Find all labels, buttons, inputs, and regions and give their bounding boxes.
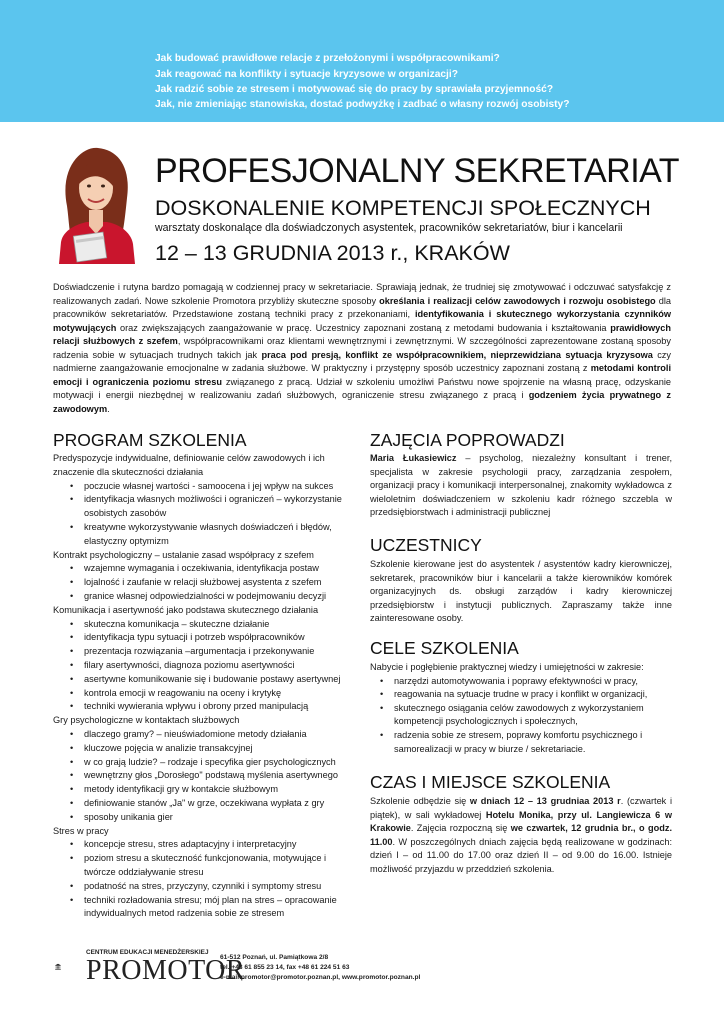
program-section-title: Gry psychologiczne w kontaktach służbowych (53, 715, 240, 726)
banner-question: Jak, nie zmieniając stanowiska, dostać podwyżkę i zadbać o własny rozwój osobisty? (155, 99, 570, 110)
goals-heading: CELE SZKOLENIA (370, 638, 519, 658)
participants-heading: UCZESTNICY (370, 535, 482, 555)
list-item: • kreatywne wykorzystywanie własnych doświadczeń i błędów, elastyczny optymizm (70, 521, 357, 549)
list-item: • wzajemne wymagania i oczekiwania, identyfikacja postaw (70, 562, 357, 576)
list-item: • skutecznego osiągania celów zawodowych z wykorzystaniem kompetencji psychologicznych i społecznych, (380, 702, 672, 729)
list-item: • radzenia sobie ze stresem, poprawy komfortu psychicznego i samorealizacji w pracy w biurze / sekretariacie. (380, 729, 672, 756)
list-item: • koncepcje stresu, stres adaptacyjny i interpretacyjny (70, 838, 357, 852)
schedule-heading: CZAS I MIEJSCE SZKOLENIA (370, 772, 611, 792)
page-title: PROFESJONALNY SEKRETARIAT (155, 152, 680, 190)
goals-section (370, 661, 672, 756)
program-heading: PROGRAM SZKOLENIA (53, 430, 247, 450)
schedule-description: Szkolenie odbędzie się w dniach 12 – 13 grudniaa 2013 r. (czwartek i piątek), w sali wykładowej Hotelu Monika, przy ul. Langiewicza 6 w Krakowie. Zajęcia rozpoczną się we czwartek, 12 grudnia br., o godz. 11.00. W poszczególnych dniach zajęcia będą realizowane w godzinach: dzień I – od 11.00 do 17.00 oraz dzień II – od 9.00 do 16.00. Istnieje możliwość przyjazdu w przeddzień szkolenia. (370, 796, 672, 874)
woman-photo (53, 146, 137, 264)
page-subtitle: DOSKONALENIE KOMPETENCJI SPOŁECZNYCH (155, 196, 651, 220)
list-item: • identyfikacja typu sytuacji i potrzeb współpracowników (70, 631, 357, 645)
list-item: • kontrola emocji w reagowaniu na oceny i krytykę (70, 687, 357, 701)
banner-question: Jak reagować na konflikty i sytuacje kryzysowe w organizacji? (155, 69, 458, 80)
list-item: • sposoby unikania gier (70, 811, 357, 825)
list-item: • granice własnej odpowiedzialności w podejmowaniu decyzji (70, 590, 357, 604)
trainer-heading: ZAJĘCIA POPROWADZI (370, 430, 565, 450)
list-item: • asertywne komunikowanie się i budowanie postawy asertywnej (70, 673, 357, 687)
program-section-title: Predyspozycje indywidualne, definiowanie celów zawodowych i ich znaczenie dla skuteczności działania (53, 453, 325, 477)
list-item: • poziom stresu a skuteczność funkcjonowania, motywujące i twórcze oddziaływanie stresu (70, 852, 357, 880)
footer-contact: e-mail promotor@promotor.poznan.pl, www.promotor.poznan.pl (220, 974, 421, 981)
footer-address: 61-512 Poznań, ul. Pamiątkowa 2/8 (220, 954, 329, 961)
list-item: • metody identyfikacji gry w kontakcie służbowym (70, 783, 357, 797)
program-section-title: Komunikacja i asertywność jako podstawa skutecznego działania (53, 604, 319, 615)
list-item: • techniki wywierania wpływu i obrony przed manipulacją (70, 700, 357, 714)
list-item: • kluczowe pojęcia w analizie transakcyjnej (70, 742, 357, 756)
banner-question: Jak budować prawidłowe relacje z przełożonymi i współpracownikami? (155, 53, 500, 64)
page-tagline: warsztaty doskonalące dla doświadczonych asystentek, pracowników sekretariatów, biur i kancelarii (155, 222, 623, 234)
banner-question: Jak radzić sobie ze stresem i motywować się do pracy by sprawiała przyjemność? (155, 84, 554, 95)
brand-name: PROMOTOR (86, 955, 246, 986)
list-item: • filary asertywności, diagnoza poziomu asertywności (70, 659, 357, 673)
list-item: • lojalność i zaufanie w relacji służbowej asystenta z szefem (70, 576, 357, 590)
intro-paragraph: Doświadczenie i rutyna bardzo pomagają w codziennej pracy w sekretariacie. Sprawiają jednak, że trudniej się zmotywować i odczuwać satysfakcję z realizowanych zadań. Nowe szkolenie Promotora przybliży skuteczne sposoby określania i realizacji celów zawodowych i rozwoju osobistego dla pracowników sekretariatów. Przedstawione zostaną techniki pracy z przekonaniami, identyfikowania i skutecznego wykorzystania czynników motywujących oraz zwiększających zaangażowanie w pracę. Uczestnicy zapoznani zostaną z metodami budowania i kształtowania prawidłowych relacji służbowych z szefem, współpracownikami oraz klientami wewnętrznymi i zewnętrznymi. W szczególności zaprezentowane zostaną sposoby radzenia sobie w sytuacjach trudnych takich jak praca pod presją, konflikt ze współpracownikiem, nieprzewidziana sytuacja kryzysowa czy nadmierne zaangażowanie emocjonalne w zadania służbowe. W praktyczny i przystępny sposób uczestnicy zapoznani zostaną z metodami kontroli emocji i ograniczenia poziomu stresu związanego z pracą. Udział w szkoleniu umożliwi Państwu nowe spojrzenie na własną pracę, odzyskanie motywacji i energii niezbędnej w realizowaniu zadań służbowych, ograniczenie stresu związanego z pracą i godzeniem życia prywatnego z zawodowym. (53, 282, 671, 414)
header-banner (0, 0, 724, 122)
building-icon (55, 951, 85, 983)
list-item: • w co grają ludzie? – rodzaje i specyfika gier psychologicznych (70, 756, 357, 770)
list-item: • narzędzi automotywowania i poprawy efektywności w pracy, (380, 675, 672, 689)
list-item: • poczucie własnej wartości - samoocena i jej wpływ na sukces (70, 480, 357, 494)
list-item: • definiowanie stanów „Ja" w grze, oczekiwana wypłata z gry (70, 797, 357, 811)
footer-phone: tel. +48 61 855 23 14, fax +48 61 224 51 63 (220, 964, 350, 971)
list-item: • wewnętrzny głos „Dorosłego" podstawą myślenia asertywnego (70, 769, 357, 783)
participants-description: Szkolenie kierowane jest do asystentek / asystentów kadry kierowniczej, sekretarek, pracowników biur i kancelarii a także kierowników komórek organizacyjnych ds. obsługi zarządów i kadry kierowniczej przedsiębiorstw i instytucji publicznych. Zapraszamy także inne zainteresowane osoby. (370, 559, 672, 624)
list-item: • podatność na stres, przyczyny, czynniki i symptomy stresu (70, 880, 357, 894)
program-list (53, 452, 357, 921)
list-item: • identyfikacja własnych możliwości i ograniczeń – wykorzystanie osobistych zasobów (70, 493, 357, 521)
org-name: CENTRUM EDUKACJI MENEDŻERSKIEJ (86, 949, 209, 956)
goals-intro: Nabycie i pogłębienie praktycznej wiedzy i umiejętności w zakresie: (370, 662, 644, 672)
trainer-description: Maria Łukasiewicz – psycholog, niezależny konsultant i trener, specjalista w zakresie psychologii pracy, zarządzania zespołem, organizacji pracy i komunikacji interpersonalnej, znakomity wykładowca z wieloletnim doświadczeniem w szkoleniu kadr różnego szczebla w przedsiębiorstwach i administracji publicznej (370, 453, 673, 518)
list-item: • reagowania na sytuacje trudne w pracy i konflikt w organizacji, (380, 688, 672, 702)
trainer-name: Maria Łukasiewicz (370, 453, 457, 463)
program-section-title: Kontrakt psychologiczny – ustalanie zasad współpracy z szefem (53, 549, 314, 560)
list-item: • techniki rozładowania stresu; mój plan na stres – opracowanie indywidualnych metod radzenia sobie ze stresem (70, 894, 357, 922)
list-item: • prezentacja rozwiązania –argumentacja i przekonywanie (70, 645, 357, 659)
program-section-title: Stres w pracy (53, 825, 109, 836)
event-date-location: 12 – 13 GRUDNIA 2013 r., KRAKÓW (155, 241, 510, 265)
list-item: • dlaczego gramy? – nieuświadomione metody działania (70, 728, 357, 742)
list-item: • skuteczna komunikacja – skuteczne działanie (70, 618, 357, 632)
